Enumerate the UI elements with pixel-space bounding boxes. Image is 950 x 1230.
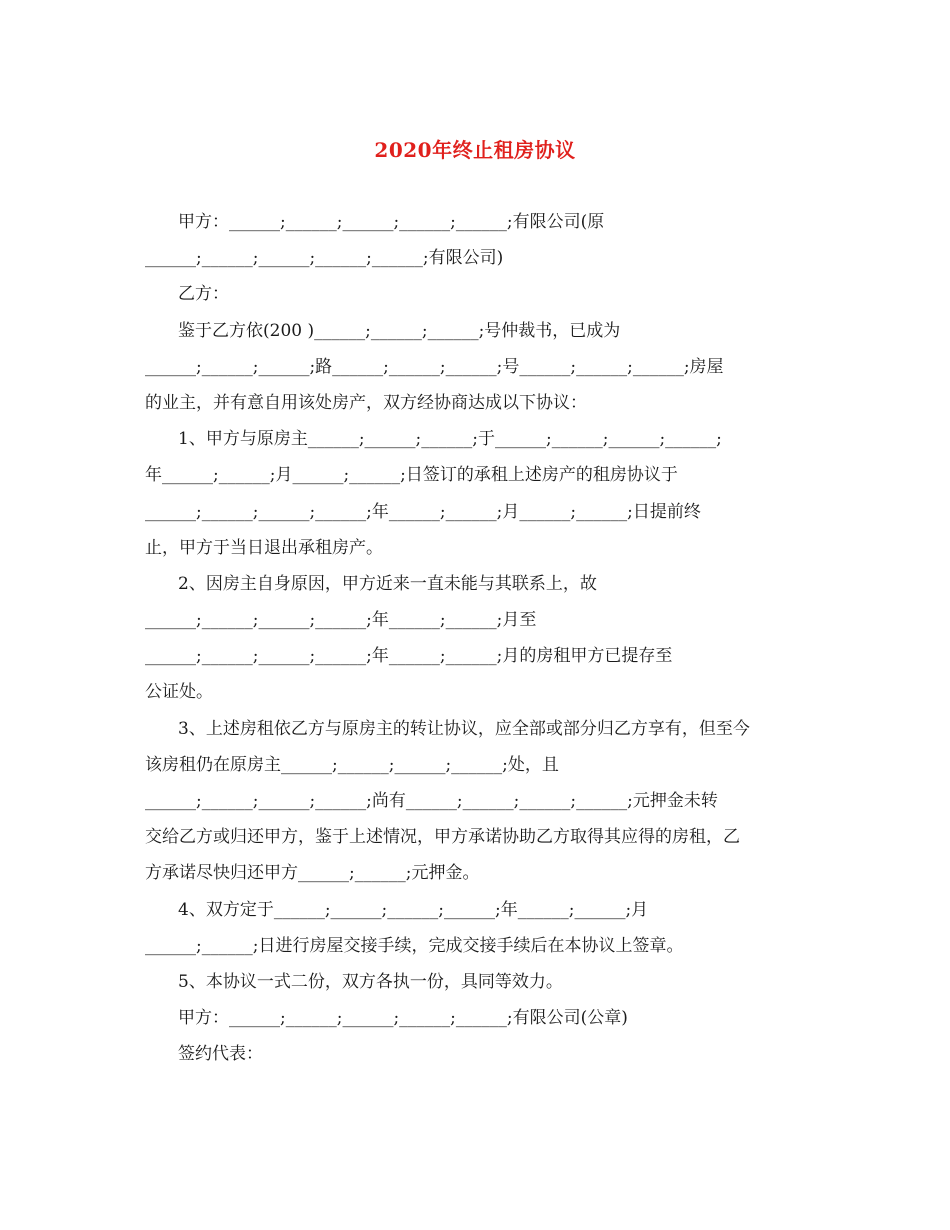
preamble-line-1: 鉴于乙方依(200 )______;______;______;号仲裁书，已成为 (178, 320, 621, 341)
clause-2-line-1: 2、因房主自身原因，甲方近来一直未能与其联系上，故 (178, 573, 597, 594)
signature-representative-line: 签约代表： (178, 1044, 263, 1065)
clause-3-line-3: ______;______;______;______;尚有______;______;______;______;元押金未转 (145, 791, 718, 811)
clause-3-line-1: 3、上述房租依乙方与原房主的转让协议，应全部或部分归乙方享有，但至今 (178, 718, 750, 739)
clause-2-line-3: ______;______;______;______;年______;______;月的房租甲方已提存至 (145, 646, 673, 667)
clause-3-line-2: 该房租仍在原房主______;______;______;______;处，且 (145, 754, 559, 775)
clause-5-line: 5、本协议一式二份，双方各执一份，具同等效力。 (178, 971, 563, 992)
preamble-line-2: ______;______;______;路______;______;______;号______;______;______;房屋 (145, 356, 724, 377)
party-b-line: 乙方： (178, 284, 229, 305)
clause-1-line-2: 年______;______;月______;______;日签订的承租上述房产的租房协议于 (145, 465, 678, 486)
clause-2-line-2: ______;______;______;______;年______;______;月至 (145, 610, 537, 631)
document-body (145, 204, 825, 1073)
clause-4-line-1: 4、双方定于______;______;______;______;年______;______;月 (178, 899, 649, 920)
clause-3-line-4: 交给乙方或归还甲方，鉴于上述情况，甲方承诺协助乙方取得其应得的房租，乙 (145, 827, 740, 848)
clause-1-line-1: 1、甲方与原房主______;______;______;于______;______;______;______; (178, 429, 722, 450)
clause-1-line-4: 止，甲方于当日退出承租房产。 (145, 537, 383, 558)
clause-1-line-3: ______;______;______;______;年______;______;月______;______;日提前终 (145, 501, 701, 522)
clause-2-line-4: 公证处。 (145, 682, 213, 703)
document-title: 2020年终止租房协议 (374, 138, 576, 162)
clause-4-line-2: ______;______;日进行房屋交接手续，完成交接手续后在本协议上签章。 (145, 935, 684, 956)
preamble-line-3: 的业主，并有意自用该处房产，双方经协商达成以下协议： (145, 392, 587, 413)
party-a-line: 甲方：______;______;______;______;______;有限公司(原 (178, 212, 605, 232)
signature-party-a-line: 甲方：______;______;______;______;______;有限公司(公章) (178, 1008, 628, 1029)
clause-3-line-5: 方承诺尽快归还甲方______;______;元押金。 (145, 863, 480, 884)
party-a-original-line: ______;______;______;______;______;有限公司) (145, 248, 504, 269)
